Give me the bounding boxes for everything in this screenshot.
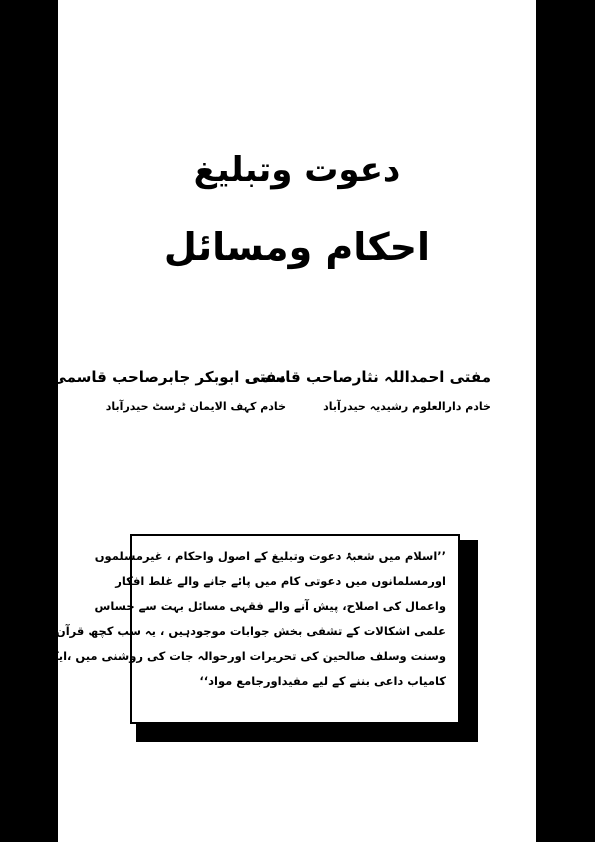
quote-line: علمی اشکالات کے تشفی بخش جوابات موجودہیں ، یہ سب کچھ قرآن [55, 624, 446, 638]
quote-line: اورمسلمانوں میں دعوتی کام میں پائے جانے والے غلط افکار [115, 574, 446, 588]
book-title: دعوت وتبلیغ [193, 150, 401, 190]
author-name: مفتی ابوبکر جابرصاحب قاسمی [51, 368, 286, 386]
author-block-2 [51, 368, 286, 413]
quote-line: وسنت وسلف صالحین کی تحریرات اورحوالہ جات کی روشنی میں ،ایک [46, 649, 446, 663]
author-role: خادم کہف الایمان ٹرسٹ حیدرآباد [105, 400, 286, 413]
book-subtitle: احکام ومسائل [163, 225, 431, 269]
author-name: مفتی احمداللہ نثارصاحب قاسمی [245, 368, 491, 386]
quote-box [46, 534, 460, 724]
quote-line: واعمال کی اصلاح، پیش آنے والے فقہی مسائل بہت سے حساس [94, 599, 446, 613]
quote-line: کامیاب داعی بننے کے لیے مفیداورجامع مواد‘‘ [199, 674, 446, 688]
author-role: خادم دارالعلوم رشیدیہ حیدرآباد [323, 400, 491, 413]
quote-line: ’’اسلام میں شعبۂ دعوت وتبلیغ کے اصول واحکام ، غیرمسلموں [94, 549, 446, 563]
